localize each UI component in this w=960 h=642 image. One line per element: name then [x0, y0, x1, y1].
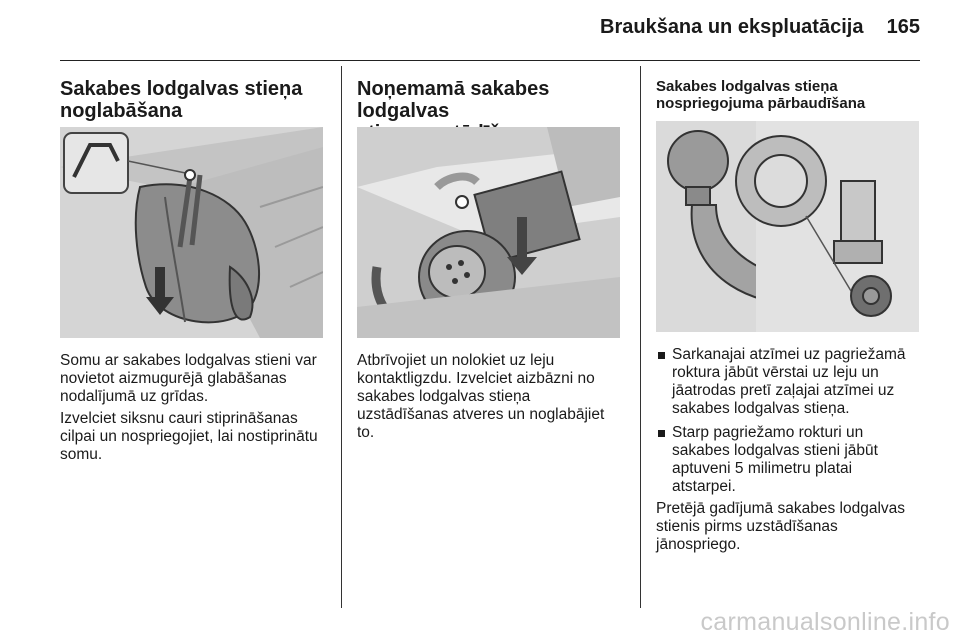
storage-paragraph-1: Somu ar sakabes lodgalvas stieni var novietot aizmugurējā glabāšanas nodalījumā uz grīdas. [60, 352, 317, 405]
column-divider-2 [640, 66, 641, 608]
page-number: 165 [886, 16, 920, 38]
column-divider-1 [341, 66, 342, 608]
storage-paragraph-2: Izvelciet siksnu cauri stiprināšanas cilpai un nospriegojiet, lai nostiprinātu somu. [60, 410, 318, 463]
bullet-square-icon [658, 430, 665, 437]
installation-paragraph: Atbrīvojiet un nolokiet uz leju kontaktligzdu. Izvelciet aizbāzni no sakabes lodgalvas stieņa uzstādīšanas atveres un noglabājiet to. [357, 352, 605, 441]
section-heading-storage: Sakabes lodgalvas stieņa noglabāšana [60, 78, 303, 122]
tension-check-list [656, 346, 926, 502]
header-rule [60, 60, 920, 61]
list-item: Sarkanajai atzīmei uz pagriežamā roktura jābūt vērstai uz leju un jāatrodas pretī zaļajai atzīmei uz sakabes lodgalvas stieņa. [656, 346, 926, 418]
tension-check-paragraph: Pretējā gadījumā sakabes lodgalvas stienis pirms uzstādīšanas jānospriego. [656, 500, 906, 553]
section-heading-installation: Noņemamā sakabes lodgalvas [357, 78, 550, 122]
list-item: Starp pagriežamo rokturi un sakabes lodgalvas stieni jābūt aptuveni 5 milimetru platai atstarpei. [656, 424, 926, 496]
figure-bag-storage [60, 127, 323, 338]
section-heading-tension-check: Sakabes lodgalvas stieņa nospriegojuma pārbaudīšana [656, 78, 866, 112]
figure-socket-installation [357, 127, 620, 338]
header-title: Braukšana un ekspluatācija [600, 16, 864, 38]
figure-tow-bar-tension [656, 121, 919, 332]
bullet-square-icon [658, 352, 665, 359]
watermark: carmanualsonline.info [700, 608, 950, 636]
